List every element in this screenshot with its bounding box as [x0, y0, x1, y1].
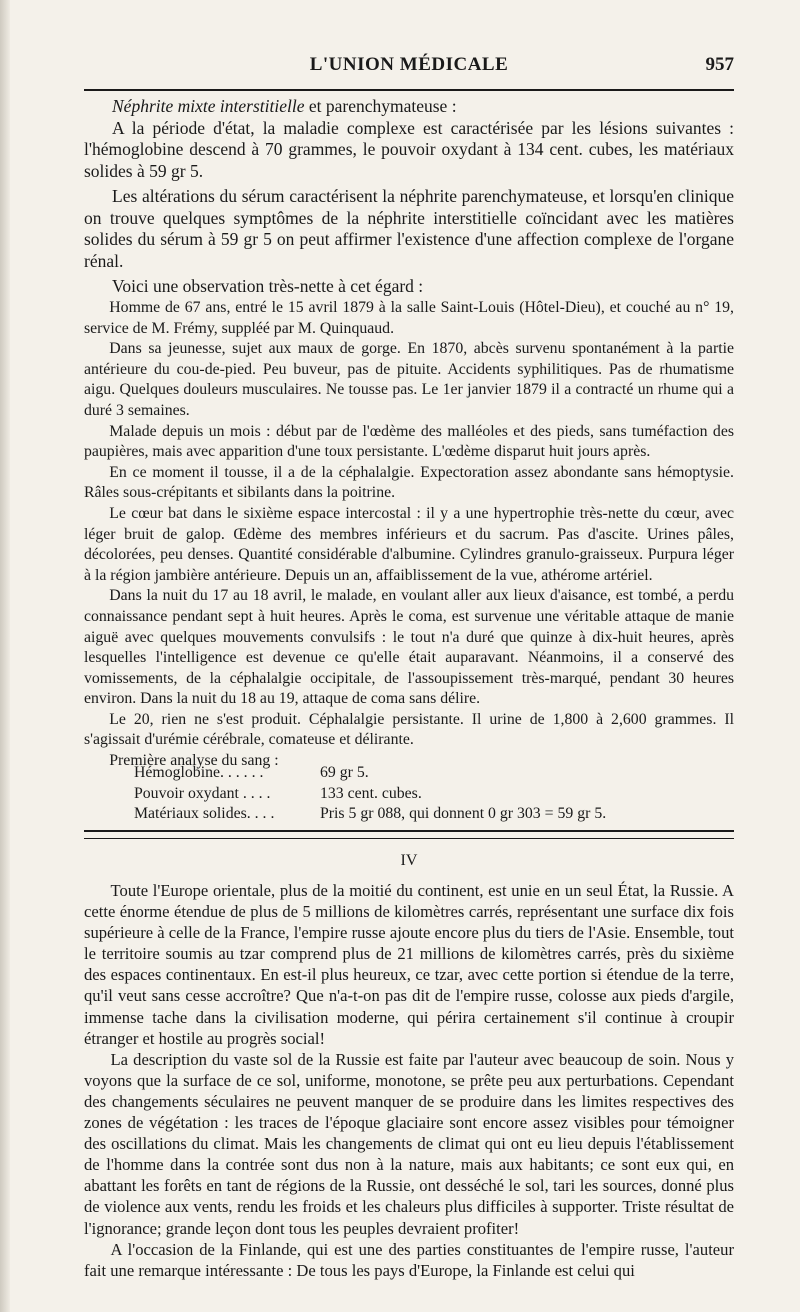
observation-block — [84, 298, 734, 772]
analysis-row — [134, 763, 734, 784]
analysis-label: Hémoglobine. . . . . . — [134, 764, 264, 781]
journal-title: L'UNION MÉDICALE — [309, 54, 509, 75]
observation-paragraph: Première analyse du sang : — [109, 752, 279, 770]
section-body — [84, 880, 734, 1281]
subheading-paragraph — [84, 96, 734, 118]
observation-paragraph: Malade depuis un mois : début par de l'œdème des malléoles et des pieds, sans tuméfaction des paupières, mais avec apparition d'une toux persistante. L'œdème disparut huit jours après. — [84, 422, 734, 461]
paragraph: A la période d'état, la maladie complexe est caractérisée par les lésions suivantes : l'hémoglobine descend à 70 grammes, le pouvoir oxydant à 134 cent. cubes, les matériaux solides à 59 gr 5. — [84, 117, 734, 181]
observation-paragraph: Le 20, rien ne s'est produit. Céphalalgie persistante. Il urine de 1,800 à 2,600 grammes. Il s'agissait d'urémie cérébrale, comateuse et délirante. — [84, 710, 734, 749]
blood-analysis-table — [134, 763, 734, 825]
running-header — [84, 50, 734, 84]
analysis-value: 69 gr 5. — [320, 764, 369, 781]
header-rule — [84, 89, 734, 91]
observation-paragraph: Dans sa jeunesse, sujet aux maux de gorge. En 1870, abcès survenu spontanément à la partie antérieure du cou-de-pied. Peu buveur, pas de pituite. Accidents syphilitiques. Pas de rhumatisme aigu. Quelques douleurs musculaires. Ne tousse pas. Le 1er janvier 1879 il a contracté un rhume qui a duré 3 semaines. — [84, 340, 734, 419]
observation-paragraph: Homme de 67 ans, entré le 15 avril 1879 à la salle Saint-Louis (Hôtel-Dieu), et couché au n° 19, service de M. Frémy, suppléé par M. Quinquaud. — [84, 299, 734, 337]
analysis-value: Pris 5 gr 088, qui donnent 0 gr 303 = 59 gr 5. — [320, 805, 607, 822]
section-separator-rule — [84, 830, 734, 839]
observation-paragraph: Dans la nuit du 17 au 18 avril, le malade, en voulant aller aux lieux d'aisance, est tombé, a perdu connaissance pendant sept à huit heures. Après le coma, est survenue une véritable attaque de manie aiguë avec quelques mouvements convulsifs : le tout n'a duré que quinze à dix-huit heures, après lesquelles l'intelligence est devenue ce qu'elle était auparavant. Néanmoins, il a conservé des vomissements, de la céphalalgie occipitale, de l'assoupissement très-marqué, pendant 30 heures environ. Dans la nuit du 18 au 19, attaque de coma sans délire. — [84, 587, 734, 708]
analysis-value: 133 cent. cubes. — [320, 784, 422, 802]
analysis-row — [134, 784, 734, 805]
body-paragraph: A l'occasion de la Finlande, qui est une des parties constituantes de l'empire russe, l'auteur fait une remarque intéressante : De tous les pays d'Europe, la Finlande est celui qui — [84, 1239, 734, 1280]
page-edge-shadow — [0, 0, 10, 1312]
paragraph: Voici une observation très-nette à cet égard : — [112, 276, 424, 296]
intro-block — [84, 96, 734, 298]
page-number: 957 — [705, 54, 734, 75]
observation-paragraph: Le cœur bat dans le sixième espace intercostal : il y a une hypertrophie très-nette du cœur, avec léger bruit de galop. Œdème des membres inférieurs et du sacrum. Pas d'ascite. Urines pâles, décolorées, peu denses. Quantité considérable d'albumine. Cylindres granulo-graisseux. Purpura léger à la région jambière antérieure. Depuis un an, affaiblissement de la vue, athérome artériel. — [84, 504, 734, 584]
analysis-label: Pouvoir oxydant . . . . — [134, 784, 271, 802]
paragraph: Les altérations du sérum caractérisent la néphrite parenchymateuse, et lorsqu'en clinique on trouve quelques symptômes de la néphrite interstitielle coïncidant avec les matières solides du sérum à 59 gr 5 on peut affirmer l'existence d'une affection complexe de l'organe rénal. — [84, 186, 734, 271]
analysis-label: Matériaux solides. . . . — [134, 805, 275, 822]
subheading-italic: Néphrite mixte interstitielle — [112, 96, 305, 116]
body-paragraph: La description du vaste sol de la Russie est faite par l'auteur avec beaucoup de soin. Nous y voyons que la surface de ce sol, uniforme, monotone, se prête peu aux perturbations. Cependant des changements séculaires ne peuvent manquer de se produire dans les limites respectives des zones de végétation : les traces de l'époque glaciaire sont encore assez visibles pour témoigner des oscillations du climat. Mais les changements de climat qui ont eu lieu depuis l'établissement de l'homme dans la contrée sont dus non à la nature, mais aux habitants; ce sont eux qui, en abattant les forêts en tant de régions de la Russie, ont desséché le sol, tari les sources, donné plus de violence aux vents, rendu les froids et les chaleurs plus difficiles à supporter. Triste résultat de l'ignorance; grande leçon dont tous les peuples devraient profiter! — [84, 1049, 734, 1238]
section-number: IV — [400, 852, 418, 869]
body-paragraph: Toute l'Europe orientale, plus de la moitié du continent, est unie en un seul État, la Russie. A cette énorme étendue de plus de 5 millions de kilomètres carrés, représentant une surface dix fois supérieure à celle de la France, l'empire russe ajoute encore plus du tiers de l'Asie. Ensemble, tout le territoire soumis au tzar comprend plus de 21 millions de kilomètres carrés, près du sixième des espaces continentaux. En est-il plus heureux, ce tzar, avec cette portion si étendue de la terre, qu'il veut sans cesse accroître? Que n'a-t-on pas dit de l'empire russe, colosse aux pieds d'argile, immense tache dans la civilisation moderne, qui périra certainement s'il continue à croupir étranger et hostile au progrès social! — [84, 881, 734, 1048]
subheading-rest: et parenchymateuse : — [304, 96, 457, 116]
observation-paragraph: En ce moment il tousse, il a de la céphalalgie. Expectoration assez abondante sans hémoptysie. Râles sous-crépitants et sibilants dans la poitrine. — [84, 463, 734, 502]
analysis-row — [134, 804, 734, 825]
